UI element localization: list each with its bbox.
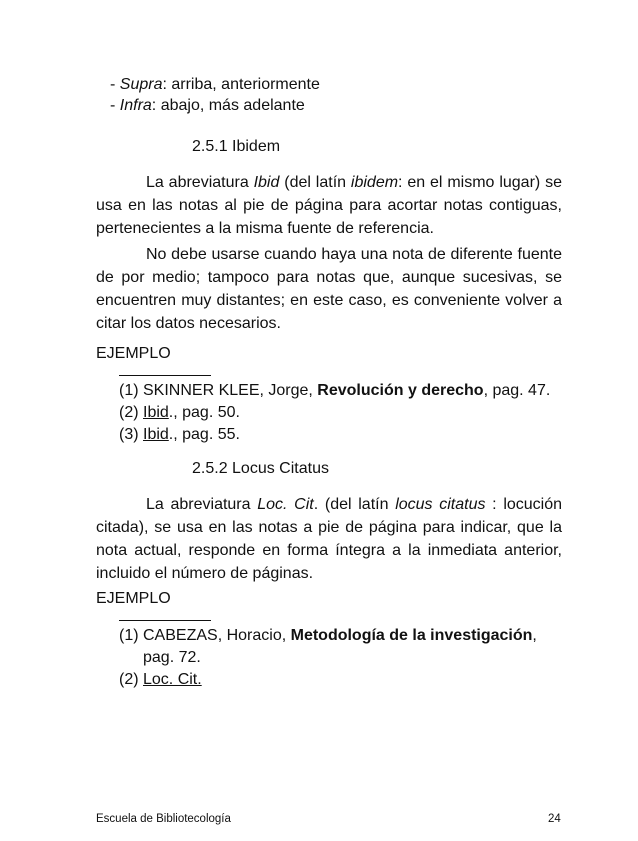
footer-school-name: Escuela de Bibliotecología — [96, 813, 231, 825]
example-note-2: (2) Ibid., pag. 50. — [119, 404, 240, 421]
loc-cit-reference: Loc. Cit. — [143, 671, 202, 688]
list-dash: - — [110, 97, 120, 114]
book-title: Metodología de la investigación — [290, 627, 533, 644]
abbrev-infra — [110, 95, 305, 117]
definition-supra: : arriba, anteriormente — [162, 76, 320, 93]
example-note-4-continuation: pag. 72. — [143, 649, 201, 666]
paragraph-ibidem-1: La abreviatura Ibid (del latín ibidem: en el mismo lugar) se usa en las notas al pie de página para acortar notas contiguas, pertenecientes a la misma fuente de referencia. — [96, 174, 562, 237]
example-note-3: (3) Ibid., pag. 55. — [119, 426, 240, 443]
example-note-5: (2) Loc. Cit. — [119, 671, 202, 688]
book-title: Revolución y derecho — [317, 382, 484, 399]
example-label-1: EJEMPLO — [96, 345, 171, 362]
ibid-reference: Ibid — [143, 404, 169, 421]
example-note-1: (1) SKINNER KLEE, Jorge, Revolución y derecho, pag. 47. — [119, 382, 551, 399]
term-supra: Supra — [119, 76, 163, 93]
example-divider-1 — [119, 375, 211, 376]
example-label-2: EJEMPLO — [96, 590, 171, 607]
term-loc-cit: Loc. Cit — [257, 496, 314, 513]
ibid-reference: Ibid — [143, 426, 169, 443]
page-number: 24 — [548, 813, 561, 825]
term-locus-citatus: locus citatus — [395, 496, 486, 513]
section-heading-ibidem: 2.5.1 Ibidem — [192, 138, 281, 155]
definition-infra: : abajo, más adelante — [151, 97, 305, 114]
term-ibidem: ibidem — [350, 174, 399, 191]
term-infra: Infra — [119, 97, 152, 114]
section-heading-loccit: 2.5.2 Locus Citatus — [192, 460, 329, 477]
example-divider-2 — [119, 620, 211, 621]
abbrev-supra — [110, 74, 320, 96]
list-dash: - — [110, 76, 120, 93]
paragraph-ibidem-2: No debe usarse cuando haya una nota de diferente fuente de por medio; tampoco para notas que, aunque sucesivas, se encuentren muy distantes; en este caso, es conveniente volver a citar los datos necesarios. — [96, 246, 562, 332]
example-note-4: (1) CABEZAS, Horacio, Metodología de la investigación, — [119, 627, 537, 644]
term-ibid: Ibid — [253, 174, 280, 191]
paragraph-loccit-1: La abreviatura Loc. Cit. (del latín locus citatus : locución citada), se usa en las notas a pie de página para indicar, que la nota actual, responde en forma íntegra a la inmediata anterior, incluido el número de páginas. — [96, 496, 563, 582]
